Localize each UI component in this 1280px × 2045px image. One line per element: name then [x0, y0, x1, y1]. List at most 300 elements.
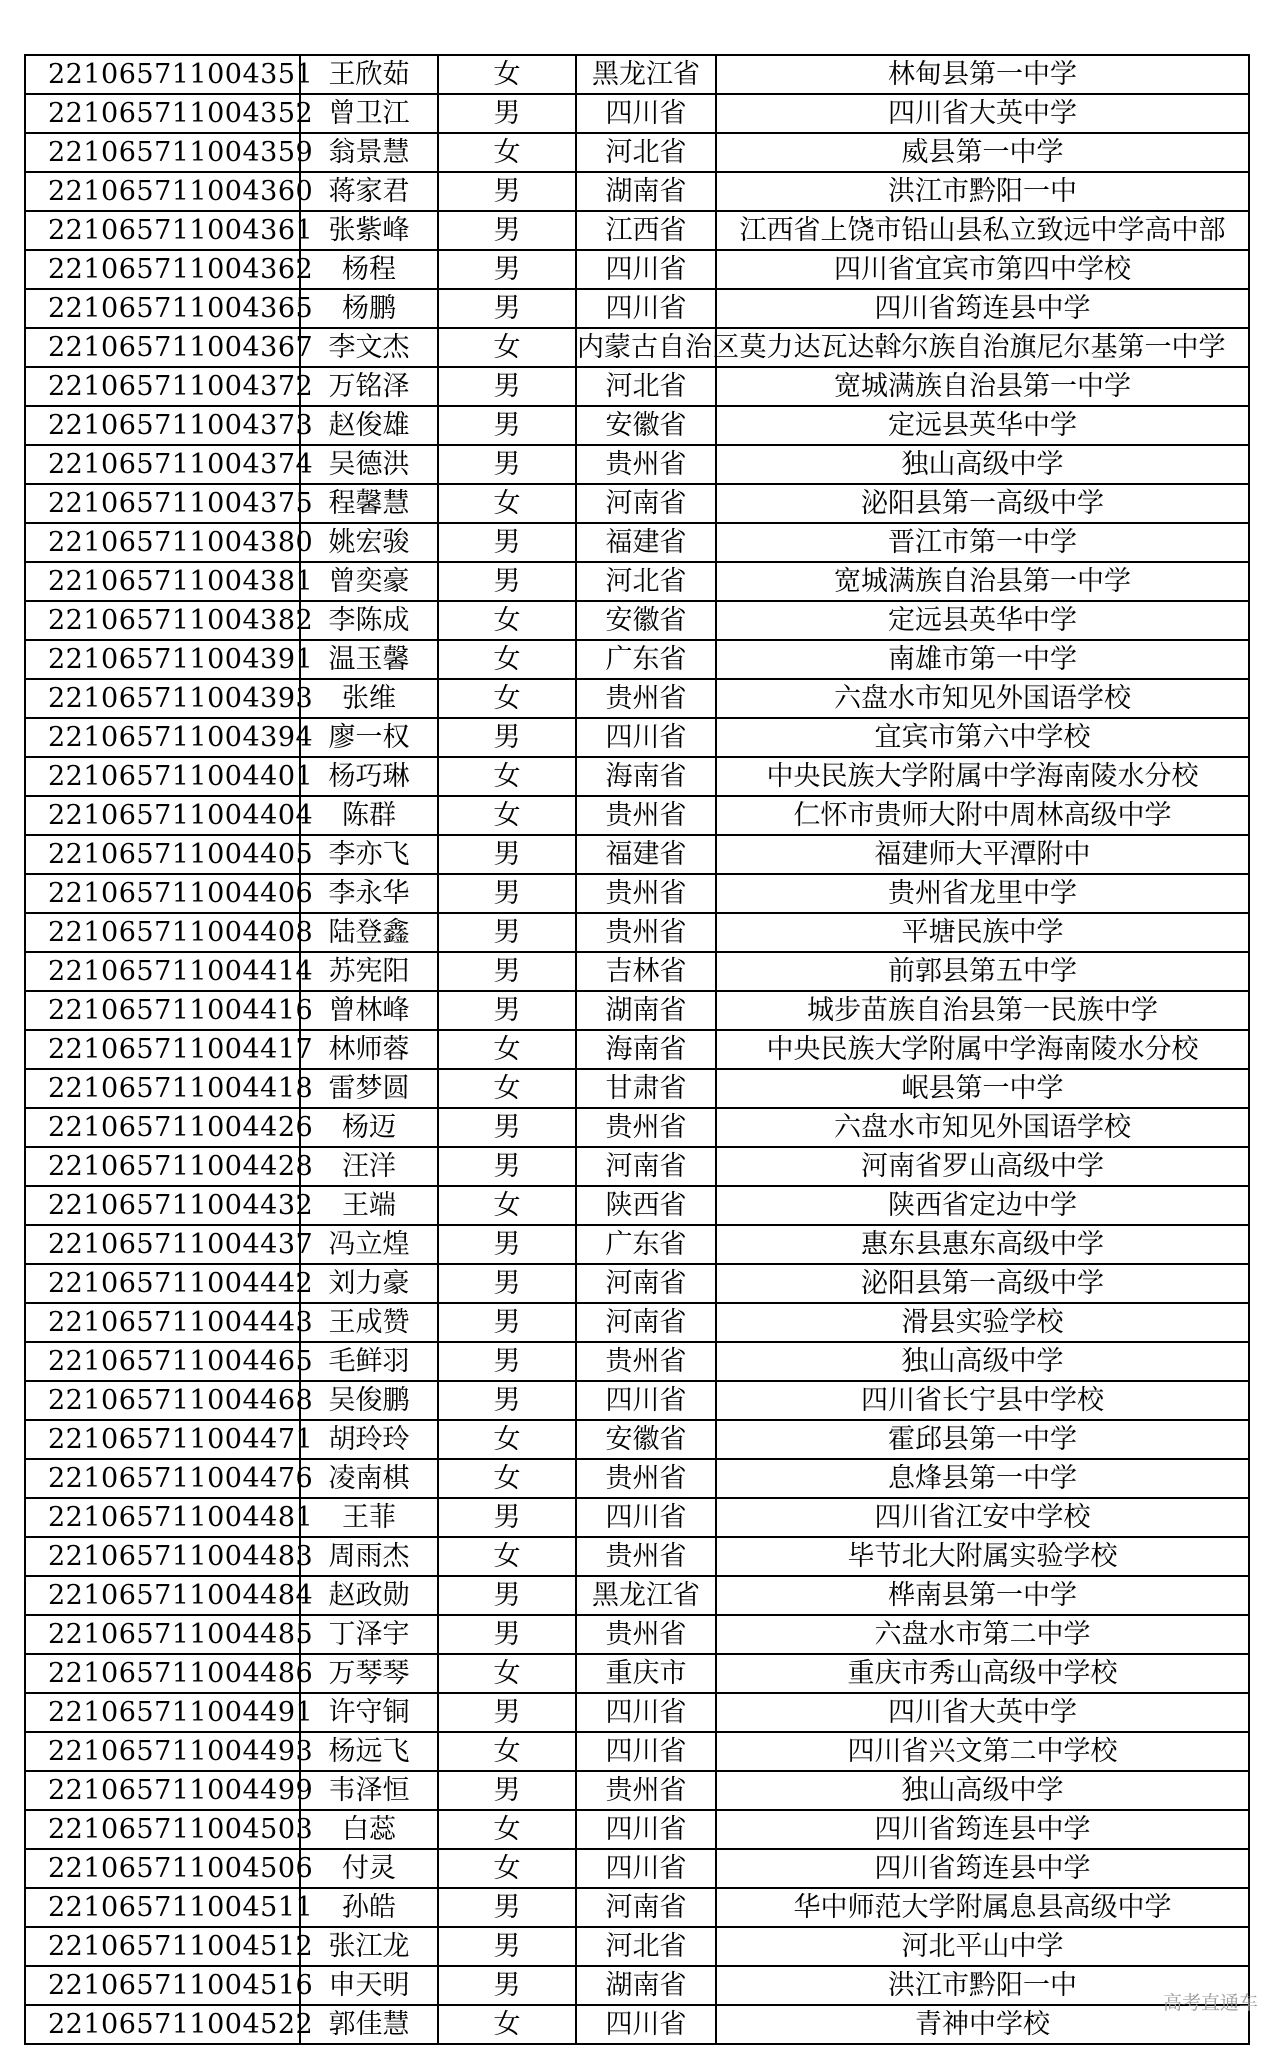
- name-cell: 杨程: [300, 250, 438, 289]
- province-cell: 内蒙古自治区: [576, 328, 716, 367]
- student-id-cell: 221065711004442: [25, 1264, 300, 1303]
- name-cell: 李文杰: [300, 328, 438, 367]
- school-cell: 泌阳县第一高级中学: [716, 1264, 1249, 1303]
- student-id-cell: 221065711004375: [25, 484, 300, 523]
- province-cell: 安徽省: [576, 1420, 716, 1459]
- table-row: [25, 484, 1249, 523]
- school-cell: 四川省大英中学: [716, 94, 1249, 133]
- province-cell: 安徽省: [576, 406, 716, 445]
- table-row: [25, 601, 1249, 640]
- student-id-cell: 221065711004359: [25, 133, 300, 172]
- province-cell: 河南省: [576, 1303, 716, 1342]
- student-id-cell: 221065711004394: [25, 718, 300, 757]
- name-cell: 刘力豪: [300, 1264, 438, 1303]
- student-id-cell: 221065711004465: [25, 1342, 300, 1381]
- gender-cell: 男: [438, 1615, 576, 1654]
- table-row: [25, 328, 1249, 367]
- province-cell: 河南省: [576, 1888, 716, 1927]
- table-row: [25, 835, 1249, 874]
- table-row: [25, 1693, 1249, 1732]
- gender-cell: 女: [438, 1537, 576, 1576]
- table-row: [25, 1966, 1249, 2005]
- table-row: [25, 991, 1249, 1030]
- name-cell: 冯立煌: [300, 1225, 438, 1264]
- gender-cell: 女: [438, 796, 576, 835]
- name-cell: 王欣茹: [300, 55, 438, 94]
- province-cell: 江西省: [576, 211, 716, 250]
- province-cell: 吉林省: [576, 952, 716, 991]
- table-row: [25, 1264, 1249, 1303]
- province-cell: 河北省: [576, 133, 716, 172]
- table-row: [25, 1459, 1249, 1498]
- student-id-cell: 221065711004493: [25, 1732, 300, 1771]
- name-cell: 周雨杰: [300, 1537, 438, 1576]
- roster-table: [24, 54, 1250, 2045]
- gender-cell: 女: [438, 601, 576, 640]
- student-id-cell: 221065711004381: [25, 562, 300, 601]
- gender-cell: 男: [438, 211, 576, 250]
- school-cell: 惠东县惠东高级中学: [716, 1225, 1249, 1264]
- province-cell: 甘肃省: [576, 1069, 716, 1108]
- province-cell: 四川省: [576, 1498, 716, 1537]
- student-id-cell: 221065711004511: [25, 1888, 300, 1927]
- gender-cell: 男: [438, 1771, 576, 1810]
- table-row: [25, 1654, 1249, 1693]
- name-cell: 郭佳慧: [300, 2005, 438, 2044]
- table-row: [25, 94, 1249, 133]
- gender-cell: 男: [438, 445, 576, 484]
- table-row: [25, 757, 1249, 796]
- student-id-cell: 221065711004380: [25, 523, 300, 562]
- province-cell: 湖南省: [576, 172, 716, 211]
- table-row: [25, 1576, 1249, 1615]
- school-cell: 泌阳县第一高级中学: [716, 484, 1249, 523]
- table-row: [25, 640, 1249, 679]
- province-cell: 贵州省: [576, 1771, 716, 1810]
- school-cell: 四川省宜宾市第四中学校: [716, 250, 1249, 289]
- school-cell: 青神中学校: [716, 2005, 1249, 2044]
- province-cell: 福建省: [576, 523, 716, 562]
- name-cell: 白蕊: [300, 1810, 438, 1849]
- gender-cell: 男: [438, 1147, 576, 1186]
- school-cell: 滑县实验学校: [716, 1303, 1249, 1342]
- student-id-cell: 221065711004391: [25, 640, 300, 679]
- name-cell: 吴俊鹏: [300, 1381, 438, 1420]
- school-cell: 独山高级中学: [716, 1771, 1249, 1810]
- student-id-cell: 221065711004404: [25, 796, 300, 835]
- name-cell: 杨鹏: [300, 289, 438, 328]
- name-cell: 孙皓: [300, 1888, 438, 1927]
- province-cell: 四川省: [576, 1810, 716, 1849]
- table-row: [25, 874, 1249, 913]
- table-row: [25, 2005, 1249, 2044]
- school-cell: 洪江市黔阳一中: [716, 1966, 1249, 2005]
- school-cell: 南雄市第一中学: [716, 640, 1249, 679]
- school-cell: 洪江市黔阳一中: [716, 172, 1249, 211]
- name-cell: 曾奕豪: [300, 562, 438, 601]
- table-row: [25, 1381, 1249, 1420]
- gender-cell: 男: [438, 1576, 576, 1615]
- table-row: [25, 1225, 1249, 1264]
- school-cell: 江西省上饶市铅山县私立致远中学高中部: [716, 211, 1249, 250]
- gender-cell: 男: [438, 1693, 576, 1732]
- school-cell: 独山高级中学: [716, 1342, 1249, 1381]
- table-row: [25, 523, 1249, 562]
- name-cell: 王端: [300, 1186, 438, 1225]
- table-row: [25, 1771, 1249, 1810]
- student-id-cell: 221065711004367: [25, 328, 300, 367]
- gender-cell: 女: [438, 1849, 576, 1888]
- gender-cell: 男: [438, 94, 576, 133]
- name-cell: 王菲: [300, 1498, 438, 1537]
- gender-cell: 男: [438, 367, 576, 406]
- table-row: [25, 1342, 1249, 1381]
- gender-cell: 女: [438, 133, 576, 172]
- table-row: [25, 796, 1249, 835]
- gender-cell: 男: [438, 1966, 576, 2005]
- school-cell: 中央民族大学附属中学海南陵水分校: [716, 1030, 1249, 1069]
- name-cell: 杨迈: [300, 1108, 438, 1147]
- name-cell: 翁景慧: [300, 133, 438, 172]
- gender-cell: 女: [438, 1654, 576, 1693]
- watermark: 高考直通车: [1162, 1992, 1258, 2014]
- province-cell: 贵州省: [576, 679, 716, 718]
- gender-cell: 男: [438, 991, 576, 1030]
- school-cell: 毕节北大附属实验学校: [716, 1537, 1249, 1576]
- table-row: [25, 1030, 1249, 1069]
- name-cell: 韦泽恒: [300, 1771, 438, 1810]
- school-cell: 四川省筠连县中学: [716, 289, 1249, 328]
- name-cell: 苏宪阳: [300, 952, 438, 991]
- name-cell: 雷梦圆: [300, 1069, 438, 1108]
- table-row: [25, 1108, 1249, 1147]
- student-id-cell: 221065711004362: [25, 250, 300, 289]
- table-row: [25, 1186, 1249, 1225]
- table-row: [25, 1927, 1249, 1966]
- table-row: [25, 1732, 1249, 1771]
- table-row: [25, 1147, 1249, 1186]
- name-cell: 许守铜: [300, 1693, 438, 1732]
- name-cell: 程馨慧: [300, 484, 438, 523]
- gender-cell: 男: [438, 1108, 576, 1147]
- province-cell: 四川省: [576, 1381, 716, 1420]
- province-cell: 贵州省: [576, 913, 716, 952]
- school-cell: 六盘水市知见外国语学校: [716, 679, 1249, 718]
- school-cell: 林甸县第一中学: [716, 55, 1249, 94]
- province-cell: 福建省: [576, 835, 716, 874]
- gender-cell: 男: [438, 874, 576, 913]
- name-cell: 杨巧琳: [300, 757, 438, 796]
- school-cell: 莫力达瓦达斡尔族自治旗尼尔基第一中学: [716, 328, 1249, 367]
- name-cell: 杨远飞: [300, 1732, 438, 1771]
- name-cell: 凌南棋: [300, 1459, 438, 1498]
- province-cell: 河南省: [576, 1147, 716, 1186]
- gender-cell: 男: [438, 289, 576, 328]
- name-cell: 王成赞: [300, 1303, 438, 1342]
- table-row: [25, 289, 1249, 328]
- province-cell: 贵州省: [576, 1108, 716, 1147]
- student-id-cell: 221065711004352: [25, 94, 300, 133]
- student-id-cell: 221065711004382: [25, 601, 300, 640]
- school-cell: 晋江市第一中学: [716, 523, 1249, 562]
- province-cell: 贵州省: [576, 796, 716, 835]
- name-cell: 赵政勋: [300, 1576, 438, 1615]
- table-row: [25, 1420, 1249, 1459]
- school-cell: 独山高级中学: [716, 445, 1249, 484]
- gender-cell: 女: [438, 484, 576, 523]
- name-cell: 张紫峰: [300, 211, 438, 250]
- province-cell: 河北省: [576, 367, 716, 406]
- student-id-cell: 221065711004373: [25, 406, 300, 445]
- name-cell: 林师蓉: [300, 1030, 438, 1069]
- name-cell: 李永华: [300, 874, 438, 913]
- table-row: [25, 445, 1249, 484]
- school-cell: 桦南县第一中学: [716, 1576, 1249, 1615]
- roster-body: [25, 55, 1249, 2044]
- student-id-cell: 221065711004418: [25, 1069, 300, 1108]
- student-id-cell: 221065711004372: [25, 367, 300, 406]
- table-row: [25, 1810, 1249, 1849]
- province-cell: 海南省: [576, 1030, 716, 1069]
- gender-cell: 男: [438, 1498, 576, 1537]
- table-row: [25, 1615, 1249, 1654]
- school-cell: 重庆市秀山高级中学校: [716, 1654, 1249, 1693]
- gender-cell: 男: [438, 172, 576, 211]
- province-cell: 湖南省: [576, 1966, 716, 2005]
- gender-cell: 女: [438, 679, 576, 718]
- school-cell: 宽城满族自治县第一中学: [716, 367, 1249, 406]
- table-row: [25, 913, 1249, 952]
- student-id-cell: 221065711004483: [25, 1537, 300, 1576]
- province-cell: 陕西省: [576, 1186, 716, 1225]
- gender-cell: 男: [438, 250, 576, 289]
- student-id-cell: 221065711004512: [25, 1927, 300, 1966]
- student-id-cell: 221065711004491: [25, 1693, 300, 1732]
- gender-cell: 男: [438, 1225, 576, 1264]
- gender-cell: 男: [438, 952, 576, 991]
- gender-cell: 男: [438, 913, 576, 952]
- school-cell: 六盘水市知见外国语学校: [716, 1108, 1249, 1147]
- gender-cell: 男: [438, 1342, 576, 1381]
- table-row: [25, 562, 1249, 601]
- name-cell: 蒋家君: [300, 172, 438, 211]
- student-id-cell: 221065711004428: [25, 1147, 300, 1186]
- gender-cell: 女: [438, 55, 576, 94]
- student-id-cell: 221065711004443: [25, 1303, 300, 1342]
- gender-cell: 男: [438, 562, 576, 601]
- student-id-cell: 221065711004476: [25, 1459, 300, 1498]
- student-id-cell: 221065711004351: [25, 55, 300, 94]
- name-cell: 李亦飞: [300, 835, 438, 874]
- name-cell: 陆登鑫: [300, 913, 438, 952]
- province-cell: 黑龙江省: [576, 55, 716, 94]
- student-id-cell: 221065711004484: [25, 1576, 300, 1615]
- table-row: [25, 172, 1249, 211]
- student-id-cell: 221065711004516: [25, 1966, 300, 2005]
- gender-cell: 女: [438, 328, 576, 367]
- province-cell: 河南省: [576, 484, 716, 523]
- province-cell: 四川省: [576, 289, 716, 328]
- gender-cell: 女: [438, 1459, 576, 1498]
- school-cell: 定远县英华中学: [716, 406, 1249, 445]
- school-cell: 四川省长宁县中学校: [716, 1381, 1249, 1420]
- student-id-cell: 221065711004426: [25, 1108, 300, 1147]
- student-id-cell: 221065711004365: [25, 289, 300, 328]
- gender-cell: 女: [438, 1420, 576, 1459]
- school-cell: 贵州省龙里中学: [716, 874, 1249, 913]
- name-cell: 申天明: [300, 1966, 438, 2005]
- gender-cell: 男: [438, 835, 576, 874]
- name-cell: 毛鲜羽: [300, 1342, 438, 1381]
- student-id-cell: 221065711004481: [25, 1498, 300, 1537]
- table-row: [25, 1069, 1249, 1108]
- province-cell: 海南省: [576, 757, 716, 796]
- student-id-cell: 221065711004471: [25, 1420, 300, 1459]
- name-cell: 赵俊雄: [300, 406, 438, 445]
- gender-cell: 女: [438, 1069, 576, 1108]
- name-cell: 廖一权: [300, 718, 438, 757]
- gender-cell: 男: [438, 1303, 576, 1342]
- gender-cell: 女: [438, 1186, 576, 1225]
- student-id-cell: 221065711004468: [25, 1381, 300, 1420]
- province-cell: 黑龙江省: [576, 1576, 716, 1615]
- student-id-cell: 221065711004432: [25, 1186, 300, 1225]
- school-cell: 河南省罗山高级中学: [716, 1147, 1249, 1186]
- province-cell: 贵州省: [576, 1459, 716, 1498]
- province-cell: 贵州省: [576, 874, 716, 913]
- table-row: [25, 679, 1249, 718]
- gender-cell: 女: [438, 757, 576, 796]
- table-row: [25, 1537, 1249, 1576]
- school-cell: 宜宾市第六中学校: [716, 718, 1249, 757]
- name-cell: 陈群: [300, 796, 438, 835]
- gender-cell: 男: [438, 1888, 576, 1927]
- school-cell: 陕西省定边中学: [716, 1186, 1249, 1225]
- student-id-cell: 221065711004401: [25, 757, 300, 796]
- school-cell: 四川省筠连县中学: [716, 1849, 1249, 1888]
- province-cell: 贵州省: [576, 1537, 716, 1576]
- student-id-cell: 221065711004499: [25, 1771, 300, 1810]
- school-cell: 威县第一中学: [716, 133, 1249, 172]
- name-cell: 李陈成: [300, 601, 438, 640]
- gender-cell: 女: [438, 1732, 576, 1771]
- province-cell: 河北省: [576, 562, 716, 601]
- table-row: [25, 406, 1249, 445]
- table-row: [25, 250, 1249, 289]
- school-cell: 福建师大平潭附中: [716, 835, 1249, 874]
- gender-cell: 女: [438, 1810, 576, 1849]
- student-id-cell: 221065711004361: [25, 211, 300, 250]
- school-cell: 华中师范大学附属息县高级中学: [716, 1888, 1249, 1927]
- province-cell: 河北省: [576, 1927, 716, 1966]
- province-cell: 广东省: [576, 1225, 716, 1264]
- province-cell: 四川省: [576, 94, 716, 133]
- school-cell: 岷县第一中学: [716, 1069, 1249, 1108]
- name-cell: 曾卫江: [300, 94, 438, 133]
- student-id-cell: 221065711004506: [25, 1849, 300, 1888]
- table-row: [25, 55, 1249, 94]
- school-cell: 四川省江安中学校: [716, 1498, 1249, 1537]
- table-row: [25, 367, 1249, 406]
- school-cell: 六盘水市第二中学: [716, 1615, 1249, 1654]
- table-row: [25, 952, 1249, 991]
- student-id-cell: 221065711004408: [25, 913, 300, 952]
- school-cell: 四川省兴文第二中学校: [716, 1732, 1249, 1771]
- province-cell: 安徽省: [576, 601, 716, 640]
- school-cell: 平塘民族中学: [716, 913, 1249, 952]
- name-cell: 温玉馨: [300, 640, 438, 679]
- name-cell: 万铭泽: [300, 367, 438, 406]
- gender-cell: 女: [438, 640, 576, 679]
- school-cell: 四川省大英中学: [716, 1693, 1249, 1732]
- school-cell: 中央民族大学附属中学海南陵水分校: [716, 757, 1249, 796]
- table-row: [25, 1498, 1249, 1537]
- table-row: [25, 211, 1249, 250]
- table-row: [25, 1888, 1249, 1927]
- student-id-cell: 221065711004486: [25, 1654, 300, 1693]
- name-cell: 胡玲玲: [300, 1420, 438, 1459]
- student-id-cell: 221065711004417: [25, 1030, 300, 1069]
- school-cell: 定远县英华中学: [716, 601, 1249, 640]
- province-cell: 贵州省: [576, 1615, 716, 1654]
- student-id-cell: 221065711004437: [25, 1225, 300, 1264]
- school-cell: 前郭县第五中学: [716, 952, 1249, 991]
- province-cell: 四川省: [576, 1693, 716, 1732]
- table-row: [25, 1303, 1249, 1342]
- province-cell: 四川省: [576, 1732, 716, 1771]
- province-cell: 四川省: [576, 1849, 716, 1888]
- school-cell: 霍邱县第一中学: [716, 1420, 1249, 1459]
- school-cell: 河北平山中学: [716, 1927, 1249, 1966]
- student-id-cell: 221065711004485: [25, 1615, 300, 1654]
- name-cell: 姚宏骏: [300, 523, 438, 562]
- table-row: [25, 133, 1249, 172]
- table-row: [25, 718, 1249, 757]
- student-id-cell: 221065711004406: [25, 874, 300, 913]
- province-cell: 贵州省: [576, 445, 716, 484]
- name-cell: 张江龙: [300, 1927, 438, 1966]
- province-cell: 广东省: [576, 640, 716, 679]
- student-id-cell: 221065711004405: [25, 835, 300, 874]
- name-cell: 吴德洪: [300, 445, 438, 484]
- school-cell: 四川省筠连县中学: [716, 1810, 1249, 1849]
- student-id-cell: 221065711004360: [25, 172, 300, 211]
- gender-cell: 男: [438, 1264, 576, 1303]
- student-id-cell: 221065711004414: [25, 952, 300, 991]
- gender-cell: 男: [438, 406, 576, 445]
- province-cell: 湖南省: [576, 991, 716, 1030]
- school-cell: 仁怀市贵师大附中周林高级中学: [716, 796, 1249, 835]
- gender-cell: 男: [438, 523, 576, 562]
- student-id-cell: 221065711004503: [25, 1810, 300, 1849]
- school-cell: 息烽县第一中学: [716, 1459, 1249, 1498]
- name-cell: 张维: [300, 679, 438, 718]
- student-id-cell: 221065711004374: [25, 445, 300, 484]
- name-cell: 万琴琴: [300, 1654, 438, 1693]
- school-cell: 宽城满族自治县第一中学: [716, 562, 1249, 601]
- province-cell: 贵州省: [576, 1342, 716, 1381]
- student-id-cell: 221065711004522: [25, 2005, 300, 2044]
- province-cell: 重庆市: [576, 1654, 716, 1693]
- gender-cell: 男: [438, 718, 576, 757]
- school-cell: 城步苗族自治县第一民族中学: [716, 991, 1249, 1030]
- name-cell: 曾林峰: [300, 991, 438, 1030]
- student-id-cell: 221065711004416: [25, 991, 300, 1030]
- name-cell: 付灵: [300, 1849, 438, 1888]
- table-row: [25, 1849, 1249, 1888]
- student-id-cell: 221065711004393: [25, 679, 300, 718]
- province-cell: 四川省: [576, 250, 716, 289]
